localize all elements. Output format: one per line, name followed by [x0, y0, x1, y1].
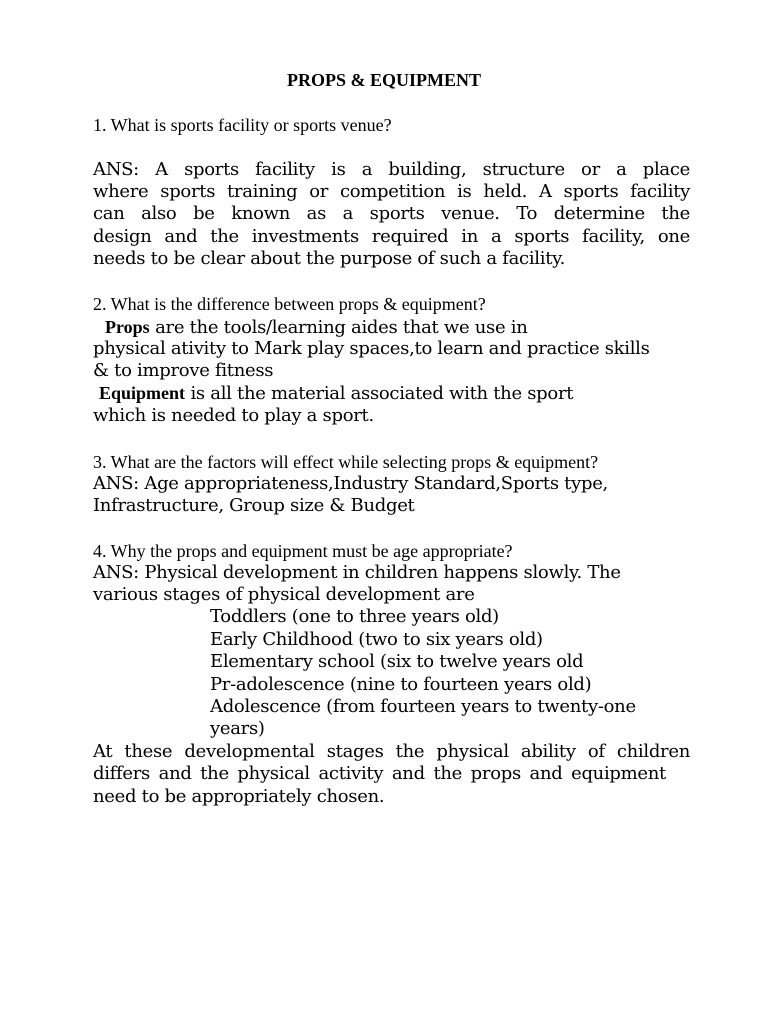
stage-item: Early Childhood (two to six years old): [210, 629, 543, 650]
answer-4-line: ANS: Physical development in children happens slowly. The: [93, 562, 621, 583]
closing-line: need to be appropriately chosen.: [93, 786, 385, 807]
props-definition: [105, 316, 528, 339]
stage-item: years): [210, 718, 265, 739]
props-definition-text: are the tools/learning aides that we use in: [155, 317, 528, 338]
props-term: Props: [105, 317, 150, 337]
answer-1-line: design and the investments required in a sports facility, one: [93, 226, 690, 247]
stage-item: Pr-adolescence (nine to fourteen years old): [210, 674, 592, 695]
props-definition-line: physical ativity to Mark play spaces,to learn and practice skills: [93, 338, 650, 359]
answer-3-line: Infrastructure, Group size & Budget: [93, 495, 415, 516]
equipment-definition: [99, 382, 573, 405]
equipment-definition-text: is all the material associated with the sport: [190, 383, 574, 404]
answer-3-line: ANS: Age appropriateness,Industry Standard,Sports type,: [93, 473, 608, 494]
question-3: 3. What are the factors will effect while selecting props & equipment?: [93, 452, 599, 472]
question-4: 4. Why the props and equipment must be age appropriate?: [93, 541, 513, 561]
answer-1-line: where sports training or competition is held. A sports facility: [93, 181, 690, 202]
question-1: 1. What is sports facility or sports venue?: [93, 115, 392, 135]
answer-4-line: various stages of physical development are: [93, 584, 475, 605]
props-definition-line: & to improve fitness: [93, 360, 274, 381]
answer-1-line: ANS: A sports facility is a building, structure or a place: [93, 159, 690, 180]
stage-item: Adolescence (from fourteen years to twenty-one: [210, 696, 636, 717]
equipment-definition-line: which is needed to play a sport.: [93, 405, 374, 426]
question-2: 2. What is the difference between props & equipment?: [93, 294, 486, 314]
answer-1-line: can also be known as a sports venue. To determine the: [93, 203, 690, 224]
closing-line: differs and the physical activity and the props and equipment: [93, 763, 666, 784]
answer-1-line: needs to be clear about the purpose of such a facility.: [93, 248, 566, 269]
equipment-term: Equipment: [99, 383, 186, 403]
closing-line: At these developmental stages the physical ability of children: [93, 741, 690, 762]
document-title: PROPS & EQUIPMENT: [286, 70, 481, 90]
stage-item: Toddlers (one to three years old): [210, 606, 499, 627]
stage-item: Elementary school (six to twelve years old: [210, 651, 584, 672]
